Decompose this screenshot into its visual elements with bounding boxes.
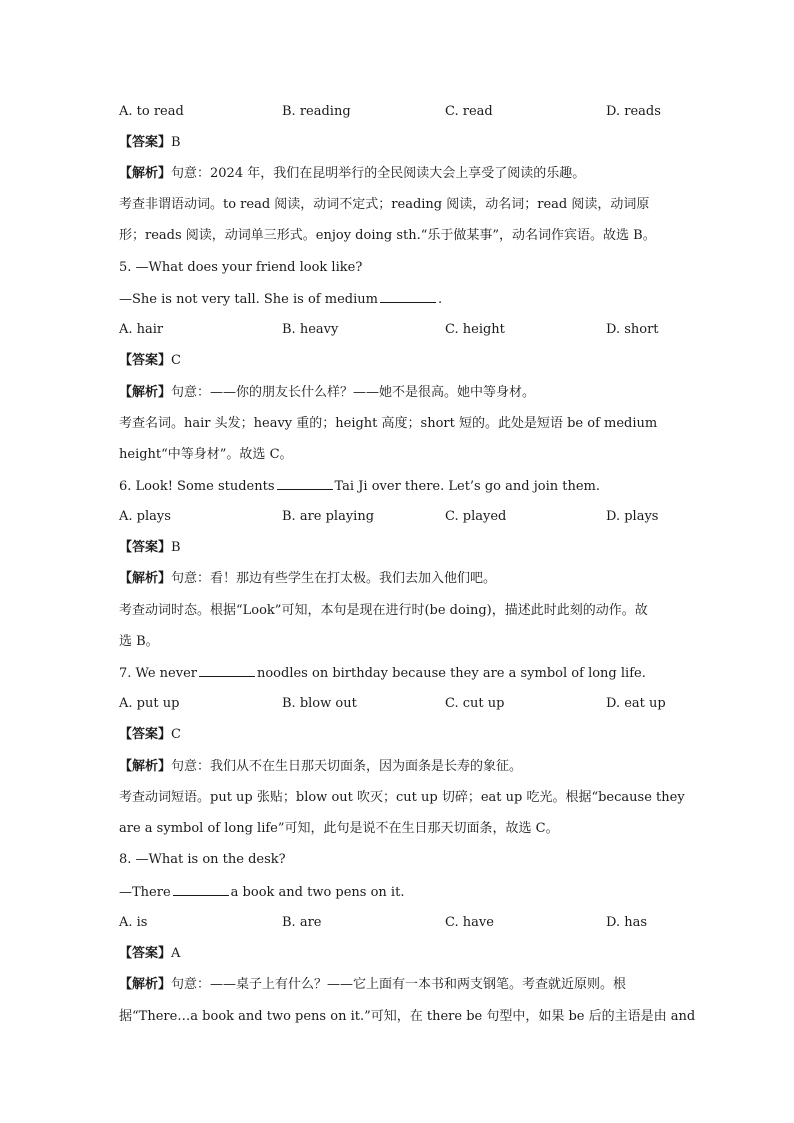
q5-stem-2-after: . [437, 292, 443, 307]
analysis-text: 句意：——桌子上有什么？——它上面有一本书和两支钢笔。考查就近原则。根 [171, 977, 627, 992]
answer-label: 【答案】 [119, 946, 172, 961]
analysis-text: 句意：看！那边有些学生在打太极。我们去加入他们吧。 [171, 571, 497, 586]
q7-option-d: D. eat up [606, 696, 666, 711]
answer-label: 【答案】 [119, 353, 172, 368]
analysis-text: 句意：——你的朋友长什么样？——她不是很高。她中等身材。 [171, 385, 536, 400]
q6-analysis-2: 考查动词时态。根据“Look”可知，本句是现在进行时(be doing)，描述此时此刻的动作。故 [119, 603, 648, 618]
q6-option-a: A. plays [119, 509, 171, 524]
q6-stem [119, 477, 679, 496]
q4-option-c: C. read [445, 104, 493, 119]
q4-analysis-3: 形；reads 阅读，动词单三形式。enjoy doing sth.“乐于做某事”，动名词作宾语。故选 B。 [119, 228, 656, 243]
q7-analysis-1 [119, 758, 679, 776]
q8-stem-2-before: —There [119, 885, 171, 900]
q5-option-c: C. height [445, 322, 505, 337]
q7-options [119, 695, 679, 713]
q7-option-a: A. put up [119, 696, 180, 711]
q6-answer [119, 539, 679, 557]
q6-stem-before: 6. Look! Some students [119, 479, 275, 494]
answer-blank [173, 883, 229, 896]
analysis-label: 【解析】 [119, 571, 172, 586]
analysis-text: 句意：我们从不在生日那天切面条，因为面条是长寿的象征。 [171, 759, 523, 774]
q7-option-c: C. cut up [445, 696, 505, 711]
q5-options [119, 321, 679, 339]
q5-stem-2-before: —She is not very tall. She is of medium [119, 292, 378, 307]
q4-option-a: A. to read [119, 104, 184, 119]
q7-stem-before: 7. We never [119, 666, 197, 681]
q4-options [119, 103, 679, 121]
analysis-label: 【解析】 [119, 166, 172, 181]
answer-blank [277, 477, 333, 490]
q7-stem-after: noodles on birthday because they are a symbol of long life. [256, 666, 646, 681]
q6-analysis-3: 选 B。 [119, 634, 159, 649]
answer-value: C [171, 353, 181, 368]
q8-answer [119, 945, 679, 963]
q6-analysis-1 [119, 570, 679, 588]
q5-analysis-1 [119, 384, 679, 402]
q6-options [119, 508, 679, 526]
q4-answer [119, 134, 679, 152]
q4-analysis-2: 考查非谓语动词。to read 阅读，动词不定式；reading 阅读，动名词；read 阅读，动词原 [119, 197, 650, 212]
answer-blank [380, 290, 436, 303]
analysis-text: 句意：2024 年，我们在昆明举行的全民阅读大会上享受了阅读的乐趣。 [171, 166, 586, 181]
answer-blank [199, 664, 255, 677]
q8-option-c: C. have [445, 915, 494, 930]
q6-option-c: C. played [445, 509, 507, 524]
q4-analysis-1 [119, 165, 679, 183]
q5-option-b: B. heavy [282, 322, 339, 337]
q6-stem-after: Tai Ji over there. Let’s go and join them. [334, 479, 600, 494]
q7-analysis-2: 考查动词短语。put up 张贴；blow out 吹灭；cut up 切碎；eat up 吃光。根据“because they [119, 790, 685, 805]
q5-analysis-2: 考查名词。hair 头发；heavy 重的；height 高度；short 短的。此处是短语 be of medium [119, 416, 658, 431]
q8-option-d: D. has [606, 915, 648, 930]
q8-analysis-1 [119, 976, 679, 994]
q5-stem-1: 5. —What does your friend look like? [119, 260, 363, 275]
q8-option-a: A. is [119, 915, 148, 930]
answer-value: C [171, 727, 181, 742]
q8-stem-1: 8. —What is on the desk? [119, 852, 286, 867]
q8-options [119, 914, 679, 932]
q5-stem-2 [119, 290, 679, 309]
q5-answer [119, 352, 679, 370]
q6-option-d: D. plays [606, 509, 659, 524]
answer-value: B [171, 135, 181, 150]
answer-label: 【答案】 [119, 135, 172, 150]
q8-analysis-2: 据“There…a book and two pens on it.”可知，在 there be 句型中，如果 be 后的主语是由 and [119, 1009, 696, 1024]
q4-option-d: D. reads [606, 104, 661, 119]
q5-option-d: D. short [606, 322, 659, 337]
analysis-label: 【解析】 [119, 385, 172, 400]
q8-stem-2 [119, 883, 679, 902]
answer-value: B [171, 540, 181, 555]
analysis-label: 【解析】 [119, 977, 172, 992]
answer-label: 【答案】 [119, 540, 172, 555]
q7-answer [119, 726, 679, 744]
q7-option-b: B. blow out [282, 696, 357, 711]
q6-option-b: B. are playing [282, 509, 375, 524]
analysis-label: 【解析】 [119, 759, 172, 774]
q5-option-a: A. hair [119, 322, 164, 337]
answer-value: A [171, 946, 181, 961]
q4-option-b: B. reading [282, 104, 351, 119]
answer-label: 【答案】 [119, 727, 172, 742]
q5-analysis-3: height“中等身材”。故选 C。 [119, 447, 293, 462]
q7-analysis-3: are a symbol of long life”可知，此句是说不在生日那天切面条，故选 C。 [119, 821, 559, 836]
q7-stem [119, 664, 679, 683]
q8-stem-2-after: a book and two pens on it. [230, 885, 405, 900]
q8-option-b: B. are [282, 915, 322, 930]
